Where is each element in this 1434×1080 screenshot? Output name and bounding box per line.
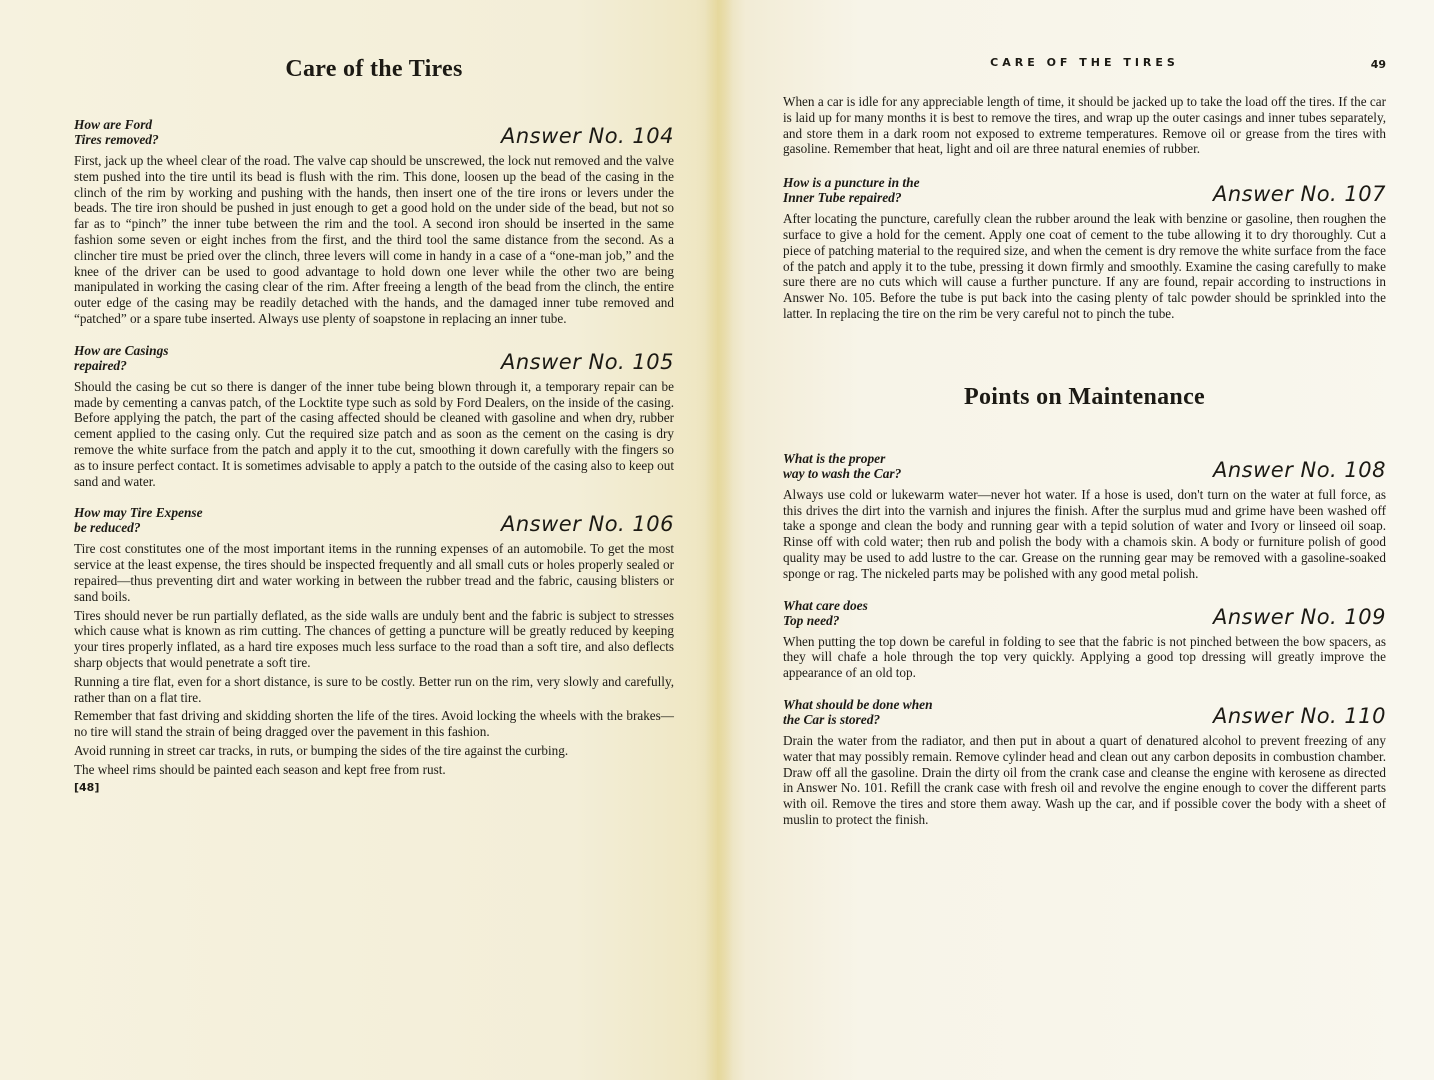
- answer-label: Answer No. 110: [1212, 703, 1386, 728]
- qa-110: [783, 697, 1386, 828]
- answer-paragraph: Running a tire flat, even for a short distance, is sure to be costly. Better run on the rim, very slowly and carefully, rather than on a flat tire.: [74, 673, 674, 705]
- left-column: [74, 56, 674, 810]
- answer-paragraph: Should the casing be cut so there is danger of the inner tube being blown through it, a temporary repair can be made by cementing a canvas patch, of the Locktite type such as sold by Ford Dealers, on the inside of the casing. Before applying the patch, the part of the casing affected should be cleaned with gasoline and when dry, rubber cement applied to the casing only. Cut the required size patch and as soon as the cement on the casing is dry remove the white surface from the patch and apply it to the cut, smoothing it down carefully with the fingers so as to insure perfect contact. It is sometimes advisable to apply a patch to the outside of the casing also to keep out sand and water.: [74, 378, 674, 489]
- page-folio-left: [48]: [74, 780, 100, 794]
- right-column: [783, 56, 1386, 844]
- qa-108: [783, 451, 1386, 582]
- qa-107: [783, 175, 1386, 322]
- question-line: repaired?: [74, 357, 127, 373]
- question-line: be reduced?: [74, 520, 141, 536]
- question: [74, 505, 314, 535]
- question-line: How are Casings: [74, 342, 169, 358]
- chapter-title: Care of the Tires: [285, 56, 463, 82]
- answer-label: Answer No. 106: [500, 512, 674, 537]
- question-line: the Car is stored?: [783, 711, 881, 727]
- question-line: Tires removed?: [74, 132, 159, 147]
- question-line: What is the proper: [783, 450, 886, 466]
- question-line: What care does: [783, 597, 868, 613]
- qa-header: [783, 697, 1386, 727]
- question: [783, 598, 1023, 628]
- question: [783, 451, 1023, 481]
- answer-paragraph: Tire cost constitutes one of the most important items in the running expenses of an automobile. To get the most service at the least expense, the tires should be inspected frequently and all small cuts or holes properly sealed or repaired—thus preventing dirt and water working in between the rubber tread and the fabric, causing blisters or sand boils.: [74, 541, 674, 604]
- question-line: way to wash the Car?: [783, 465, 902, 481]
- answer-paragraph: Avoid running in street car tracks, in ruts, or bumping the sides of the tire against the curbing.: [74, 742, 569, 758]
- qa-header: [74, 117, 674, 147]
- qa-106: [74, 505, 674, 793]
- page-number: 49: [1370, 58, 1386, 71]
- qa-header: [783, 175, 1386, 205]
- qa-header: [74, 343, 674, 373]
- answer-label: Answer No. 104: [500, 124, 674, 148]
- answer-label: Answer No. 109: [1212, 604, 1386, 629]
- question: [74, 117, 314, 147]
- book-gutter: [705, 0, 733, 1080]
- question: [783, 175, 1023, 205]
- question-line: How may Tire Expense: [74, 505, 203, 521]
- answer-paragraph: Remember that fast driving and skidding shorten the life of the tires. Avoid locking the wheels with the brakes—no tire will stand the strain of being dragged over the pavement in this fashion.: [74, 708, 674, 740]
- qa-header: [783, 598, 1386, 628]
- qa-105: [74, 343, 674, 490]
- qa-header: [74, 505, 674, 535]
- question: [74, 343, 314, 373]
- intro-paragraph: When a car is idle for any appreciable length of time, it should be jacked up to take the load off the tires. If the car is laid up for many months it is best to remove the tires, and wrap up the outer casings and inner tubes separately, and store them in a dark room not exposed to extreme temperatures. Remove oil or grease from the tires with gasoline. Remember that heat, light and oil are three natural enemies of rubber.: [783, 94, 1386, 157]
- qa-header: [783, 451, 1386, 481]
- answer-paragraph: The wheel rims should be painted each season and kept free from rust.: [74, 761, 446, 777]
- answer-paragraph: Tires should never be run partially deflated, as the side walls are unduly bent and the fabric is subject to stresses which cause what is known as rim cutting. The chances of getting a puncture will be greatly reduced by keeping your tires properly inflated, as a hard tire exposes much less surface to the road than a soft tire, and also deflects sharp objects that would penetrate a soft tire.: [74, 607, 674, 670]
- question-line: Top need?: [783, 612, 840, 628]
- answer-label: Answer No. 105: [500, 349, 674, 374]
- answer-paragraph: Drain the water from the radiator, and then put in about a quart of denatured alcohol to prevent freezing of any water that may possibly remain. Remove cylinder head and clean out any carbon deposits in combustion chamber. Draw off all the gasoline. Drain the dirty oil from the crank case and cleanse the engine with kerosene as directed in Answer No. 101. Refill the crank case with fresh oil and revolve the engine enough to cover the different parts with oil. Remove the tires and store them away. Wash up the car, and if possible cover the body with a sheet of muslin to protect the finish.: [783, 732, 1386, 827]
- question-line: What should be done when: [783, 696, 933, 712]
- answer-paragraph: When putting the top down be careful in folding to see that the fabric is not pinched between the bow spacers, as they will chafe a hole through the top very quickly. Applying a good top dressing will greatly improve the appearance of an old top.: [783, 633, 1386, 681]
- question-line: Inner Tube repaired?: [783, 190, 902, 206]
- section-title: Points on Maintenance: [964, 383, 1205, 410]
- question: [783, 697, 1023, 727]
- answer-paragraph: After locating the puncture, carefully clean the rubber around the leak with benzine or gasoline, then roughen the surface to give a hold for the cement. Apply one coat of cement to the tube allowing it to dry thoroughly. Cut a piece of patching material to the required size, and when the cement is dry remove the white surface from the face of the patch and apply it to the tube, pressing it down firmly and smoothly. Examine the casing carefully to make sure there are no cuts which will cause a further puncture. If any are found, repair according to instructions in Answer No. 105. Before the tube is put back into the casing plenty of talc powder should be sprinkled into the latter. In replacing the tire on the rim be very careful not to pinch the tube.: [783, 211, 1386, 321]
- answer-paragraph: First, jack up the wheel clear of the road. The valve cap should be unscrewed, the lock nut removed and the valve stem pushed into the tire until its bead is flush with the rim. This done, loosen up the bead of the casing in the clinch of the rim by working and pushing with the hands, then insert one of the tire irons or levers under the beads. The tire iron should be pushed in just enough to get a good hold on the under side of the bead, but not so far as to “pinch” the inner tube between the rim and the tool. A second iron should be inserted in the same fashion some seven or eight inches from the first, and the third tool the same distance from the second. As a clincher tire must be pried over the clinch, three levers will come in handy in a case of a “one-man job,” and the knee of the driver can be used to good advantage to hold down one lever while the other two are being manipulated in working the casing clear of the rim. After freeing a length of the bead from the clinch, the entire outer edge of the casing may be readily detached with the hands, and the damaged inner tube removed and “patched” or a spare tube inserted. Always use plenty of soapstone in replacing an inner tube.: [74, 153, 674, 326]
- qa-104: [74, 117, 674, 327]
- question-line: How are Ford: [74, 117, 153, 132]
- question-line: How is a puncture in the: [783, 175, 920, 191]
- qa-109: [783, 598, 1386, 681]
- answer-paragraph: Always use cold or lukewarm water—never hot water. If a hose is used, don't turn on the water at full force, as this drives the dirt into the varnish and injures the finish. After the surplus mud and grime have been washed off take a sponge and clean the body and running gear with a tepid solution of water and Ivory or linseed oil soap. Rinse off with cold water; then rub and polish the body with a chamois skin. A body or furniture polish of good quality may be used to add lustre to the car. Grease on the running gear may be removed with a gasoline-soaked sponge or rag. The nickeled parts may be polished with any good metal polish.: [783, 486, 1386, 581]
- answer-label: Answer No. 108: [1212, 457, 1386, 482]
- answer-label: Answer No. 107: [1212, 182, 1386, 207]
- running-head: [783, 56, 1386, 76]
- running-head-title: CARE OF THE TIRES: [990, 56, 1179, 69]
